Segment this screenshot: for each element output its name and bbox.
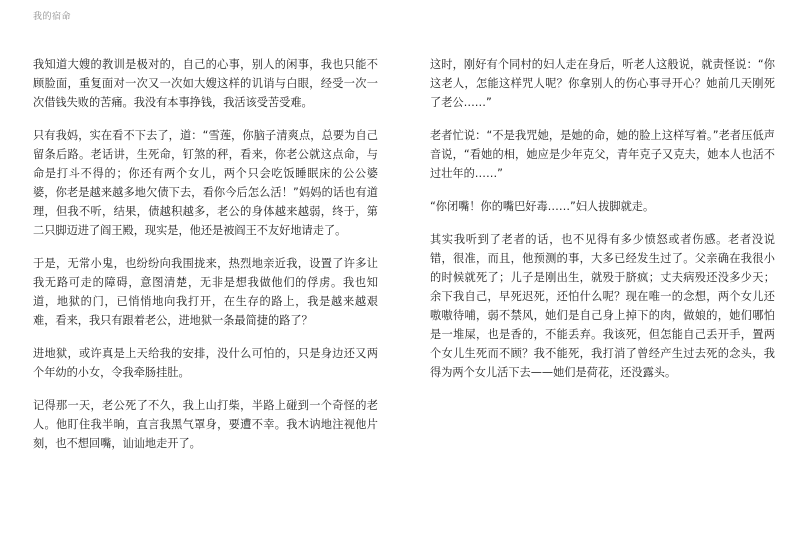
paragraph: 我知道大嫂的教训是极对的，自己的心事，别人的闲事，我也只能不顾脸面，重复面对一次又一次如大嫂这样的讥诮与白眼，经受一次一次借钱失败的苦痛。我没有本事挣钱，我活该受苦受难。	[33, 58, 378, 109]
paragraph: 记得那一天，老公死了不久，我上山打柴，半路上碰到一个奇怪的老人。他盯住我半晌，直言我黑气罩身，要遭不幸。我木讷地注视他片刻，也不想回嘴，讪讪地走开了。	[33, 399, 378, 450]
paragraph: 这时，刚好有个同村的妇人走在身后，听老人这般说，就责怪说：“你这老人，怎能这样咒人呢？你拿别人的伤心事寻开心？她前几天刚死了老公……”	[430, 58, 775, 109]
right-column	[430, 55, 775, 396]
paragraph: 进地狱，或许真是上天给我的安排，没什么可怕的，只是身边还又两个年幼的小女，令我牵肠挂肚。	[33, 347, 378, 379]
page-title: 我的宿命	[33, 12, 72, 22]
paragraph: 于是，无常小鬼，也纷纷向我围拢来，热烈地亲近我，设置了许多让我无路可走的障碍，意图清楚，无非是想我做他们的俘虏。我也知道，地狱的门，已悄悄地向我打开，在生存的路上，我是越来越艰难，看来，我只有跟着老公，进地狱一条最简捷的路了？	[33, 257, 378, 327]
paragraph: 老者忙说：“不是我咒她，是她的命，她的脸上这样写着。”老者压低声音说，“看她的相，她应是少年克父，青年克子又克夫，她本人也活不过壮年的……”	[430, 129, 775, 180]
left-column	[33, 55, 378, 467]
paragraph: 只有我妈，实在看不下去了，道：“雪莲，你脑子清爽点，总要为自己留条后路。老话讲，生死命，钉煞的秤，看来，你老公就这点命，与命是打斗不得的；你还有两个女儿，两个只会吃饭睡眠床的公公婆婆，你老是越来越多地欠债下去，看你今后怎么活！”妈妈的话也有道理，但我不听，结果，债越积越多，老公的身体越来越弱，终于，第二只脚迈进了阎王殿，现实是，他还是被阎王不友好地请走了。	[33, 129, 378, 237]
paragraph: “你闭嘴！你的嘴巴好毒……”妇人拔脚就走。	[430, 200, 655, 213]
paragraph: 其实我听到了老者的话，也不见得有多少愤怒或者伤感。老者没说错，很准，而且，他预测的事，大多已经发生过了。父亲确在我很小的时候就死了；儿子是刚出生，就殁于脐疯；丈夫病殁还没多少天；余下我自己，早死迟死，还怕什么呢？现在唯一的念想，两个女儿还嗷嗷待哺，弱不禁风，她们是自己身上掉下的肉，做娘的，她们哪怕是一堆屎，也是香的，不能丢弃。我该死，但怎能自己丢开手，置两个女儿生死而不顾？我不能死，我打消了曾经产生过去死的念头，我得为两个女儿活下去——她们是荷花，还没露头。	[430, 233, 775, 379]
